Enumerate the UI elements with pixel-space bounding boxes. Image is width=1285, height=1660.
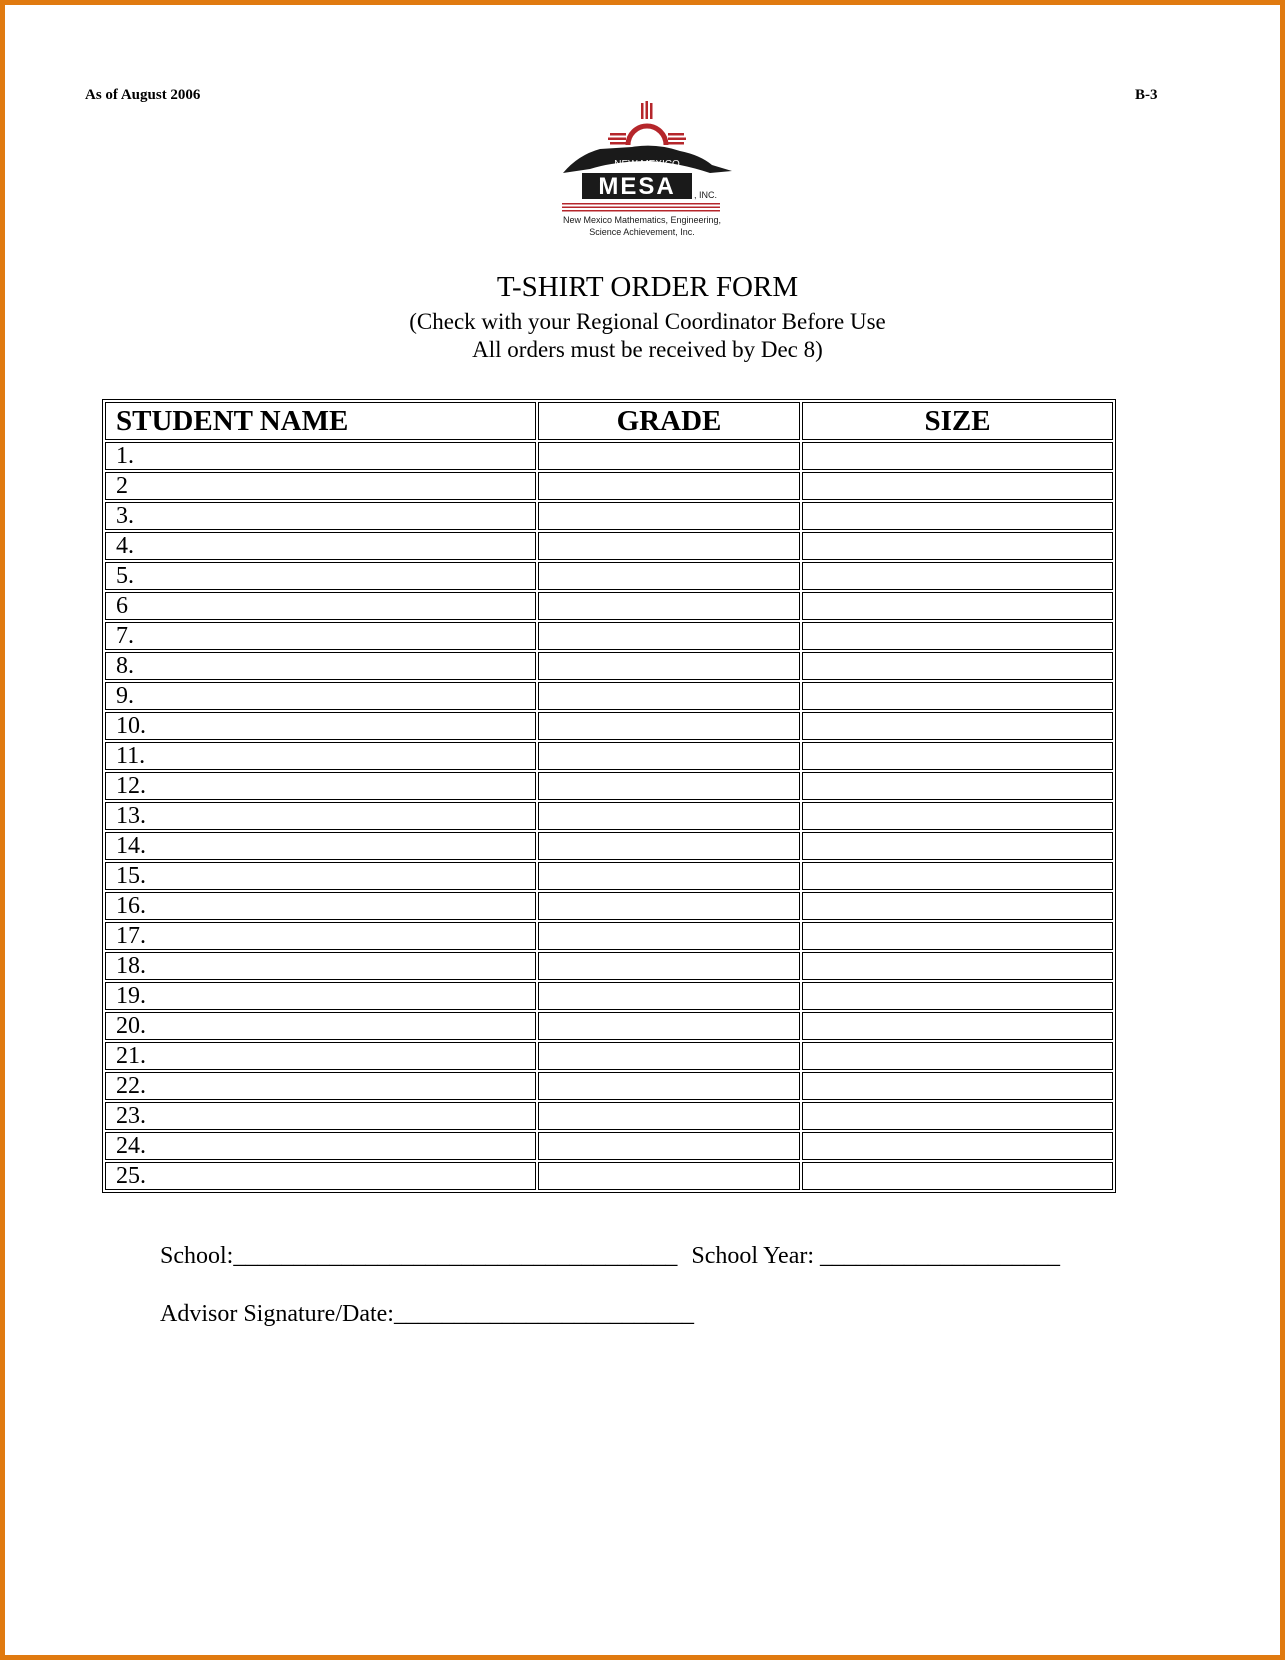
advisor-signature-field[interactable]: _________________________ xyxy=(393,1301,694,1327)
column-header-student-name: STUDENT NAME xyxy=(105,402,536,440)
table-row xyxy=(105,472,1113,500)
grade-cell[interactable] xyxy=(538,742,800,770)
school-year-label: School Year: xyxy=(691,1243,815,1269)
page-code: B-3 xyxy=(1135,87,1158,103)
table-row xyxy=(105,652,1113,680)
size-cell[interactable] xyxy=(802,1042,1113,1070)
grade-cell[interactable] xyxy=(538,562,800,590)
grade-cell[interactable] xyxy=(538,502,800,530)
student-name-cell[interactable]: 2 xyxy=(105,472,536,500)
table-row xyxy=(105,682,1113,710)
student-name-cell[interactable]: 18. xyxy=(105,952,536,980)
size-cell[interactable] xyxy=(802,592,1113,620)
table-row xyxy=(105,502,1113,530)
grade-cell[interactable] xyxy=(538,622,800,650)
table-row xyxy=(105,982,1113,1010)
size-cell[interactable] xyxy=(802,952,1113,980)
table-row xyxy=(105,562,1113,590)
table-row xyxy=(105,802,1113,830)
size-cell[interactable] xyxy=(802,712,1113,740)
grade-cell[interactable] xyxy=(538,772,800,800)
student-name-cell[interactable]: 23. xyxy=(105,1102,536,1130)
student-name-cell[interactable]: 13. xyxy=(105,802,536,830)
zia-symbol-icon xyxy=(608,101,686,145)
table-row xyxy=(105,1132,1113,1160)
size-cell[interactable] xyxy=(802,502,1113,530)
grade-cell[interactable] xyxy=(538,1042,800,1070)
size-cell[interactable] xyxy=(802,652,1113,680)
student-name-cell[interactable]: 12. xyxy=(105,772,536,800)
svg-text:, INC.: , INC. xyxy=(694,190,718,200)
size-cell[interactable] xyxy=(802,832,1113,860)
table-row xyxy=(105,832,1113,860)
school-label: School: xyxy=(160,1243,234,1269)
grade-cell[interactable] xyxy=(538,952,800,980)
table-row xyxy=(105,772,1113,800)
grade-cell[interactable] xyxy=(538,592,800,620)
grade-cell[interactable] xyxy=(538,1012,800,1040)
table-row xyxy=(105,532,1113,560)
student-name-cell[interactable]: 14. xyxy=(105,832,536,860)
grade-cell[interactable] xyxy=(538,652,800,680)
student-name-cell[interactable]: 1. xyxy=(105,442,536,470)
grade-cell[interactable] xyxy=(538,1072,800,1100)
table-row xyxy=(105,742,1113,770)
size-cell[interactable] xyxy=(802,1102,1113,1130)
date-note: As of August 2006 xyxy=(85,87,201,103)
size-cell[interactable] xyxy=(802,532,1113,560)
grade-cell[interactable] xyxy=(538,982,800,1010)
svg-text:Science Achievement, Inc.: Science Achievement, Inc. xyxy=(589,227,695,237)
student-name-cell[interactable]: 20. xyxy=(105,1012,536,1040)
column-header-size: SIZE xyxy=(802,402,1113,440)
grade-cell[interactable] xyxy=(538,832,800,860)
size-cell[interactable] xyxy=(802,922,1113,950)
grade-cell[interactable] xyxy=(538,922,800,950)
student-name-cell[interactable]: 17. xyxy=(105,922,536,950)
table-row xyxy=(105,1162,1113,1190)
size-cell[interactable] xyxy=(802,862,1113,890)
svg-text:MESA: MESA xyxy=(598,173,676,200)
student-name-cell[interactable]: 19. xyxy=(105,982,536,1010)
table-row xyxy=(105,622,1113,650)
student-name-cell[interactable]: 21. xyxy=(105,1042,536,1070)
size-cell[interactable] xyxy=(802,472,1113,500)
size-cell[interactable] xyxy=(802,802,1113,830)
student-name-cell[interactable]: 15. xyxy=(105,862,536,890)
student-name-cell[interactable]: 6 xyxy=(105,592,536,620)
grade-cell[interactable] xyxy=(538,802,800,830)
table-row xyxy=(105,592,1113,620)
student-name-cell[interactable]: 22. xyxy=(105,1072,536,1100)
size-cell[interactable] xyxy=(802,772,1113,800)
form-subtitle-line-2: All orders must be received by Dec 8) xyxy=(472,337,823,362)
school-field[interactable]: _____________________________________ xyxy=(233,1243,678,1269)
size-cell[interactable] xyxy=(802,892,1113,920)
student-name-cell[interactable]: 25. xyxy=(105,1162,536,1190)
size-cell[interactable] xyxy=(802,562,1113,590)
svg-text:NEW MEXICO: NEW MEXICO xyxy=(614,159,680,170)
grade-cell[interactable] xyxy=(538,682,800,710)
size-cell[interactable] xyxy=(802,982,1113,1010)
size-cell[interactable] xyxy=(802,1162,1113,1190)
student-name-cell[interactable]: 5. xyxy=(105,562,536,590)
grade-cell[interactable] xyxy=(538,1102,800,1130)
student-name-cell[interactable]: 3. xyxy=(105,502,536,530)
form-subtitle-line-1: (Check with your Regional Coordinator Before Use xyxy=(409,309,886,334)
table-row xyxy=(105,1042,1113,1070)
grade-cell[interactable] xyxy=(538,532,800,560)
size-cell[interactable] xyxy=(802,442,1113,470)
table-row xyxy=(105,1012,1113,1040)
column-header-grade: GRADE xyxy=(538,402,800,440)
grade-cell[interactable] xyxy=(538,1162,800,1190)
grade-cell[interactable] xyxy=(538,1132,800,1160)
form-title: T-SHIRT ORDER FORM xyxy=(496,271,799,303)
size-cell[interactable] xyxy=(802,1132,1113,1160)
grade-cell[interactable] xyxy=(538,892,800,920)
table-row xyxy=(105,922,1113,950)
table-row xyxy=(105,892,1113,920)
grade-cell[interactable] xyxy=(538,862,800,890)
nm-mesa-logo xyxy=(560,101,735,246)
student-name-cell[interactable]: 10. xyxy=(105,712,536,740)
student-name-cell[interactable]: 9. xyxy=(105,682,536,710)
table-row xyxy=(105,1102,1113,1130)
student-name-cell[interactable]: 24. xyxy=(105,1132,536,1160)
table-row xyxy=(105,1072,1113,1100)
size-cell[interactable] xyxy=(802,622,1113,650)
svg-text:New Mexico Mathematics, Engine: New Mexico Mathematics, Engineering, xyxy=(562,215,722,225)
table-row xyxy=(105,442,1113,470)
table-row xyxy=(105,952,1113,980)
table-row xyxy=(105,712,1113,740)
student-name-cell[interactable]: 11. xyxy=(105,742,536,770)
grade-cell[interactable] xyxy=(538,712,800,740)
size-cell[interactable] xyxy=(802,1012,1113,1040)
size-cell[interactable] xyxy=(802,682,1113,710)
grade-cell[interactable] xyxy=(538,472,800,500)
school-line xyxy=(160,1243,1060,1270)
advisor-line xyxy=(160,1301,694,1328)
advisor-label: Advisor Signature/Date: xyxy=(160,1301,394,1327)
student-name-cell[interactable]: 8. xyxy=(105,652,536,680)
table-header-row xyxy=(105,402,1113,440)
student-name-cell[interactable]: 16. xyxy=(105,892,536,920)
grade-cell[interactable] xyxy=(538,442,800,470)
size-cell[interactable] xyxy=(802,1072,1113,1100)
school-year-field[interactable]: ____________________ xyxy=(820,1243,1061,1269)
size-cell[interactable] xyxy=(802,742,1113,770)
table-row xyxy=(105,862,1113,890)
student-name-cell[interactable]: 7. xyxy=(105,622,536,650)
order-table xyxy=(102,399,1116,1193)
student-name-cell[interactable]: 4. xyxy=(105,532,536,560)
